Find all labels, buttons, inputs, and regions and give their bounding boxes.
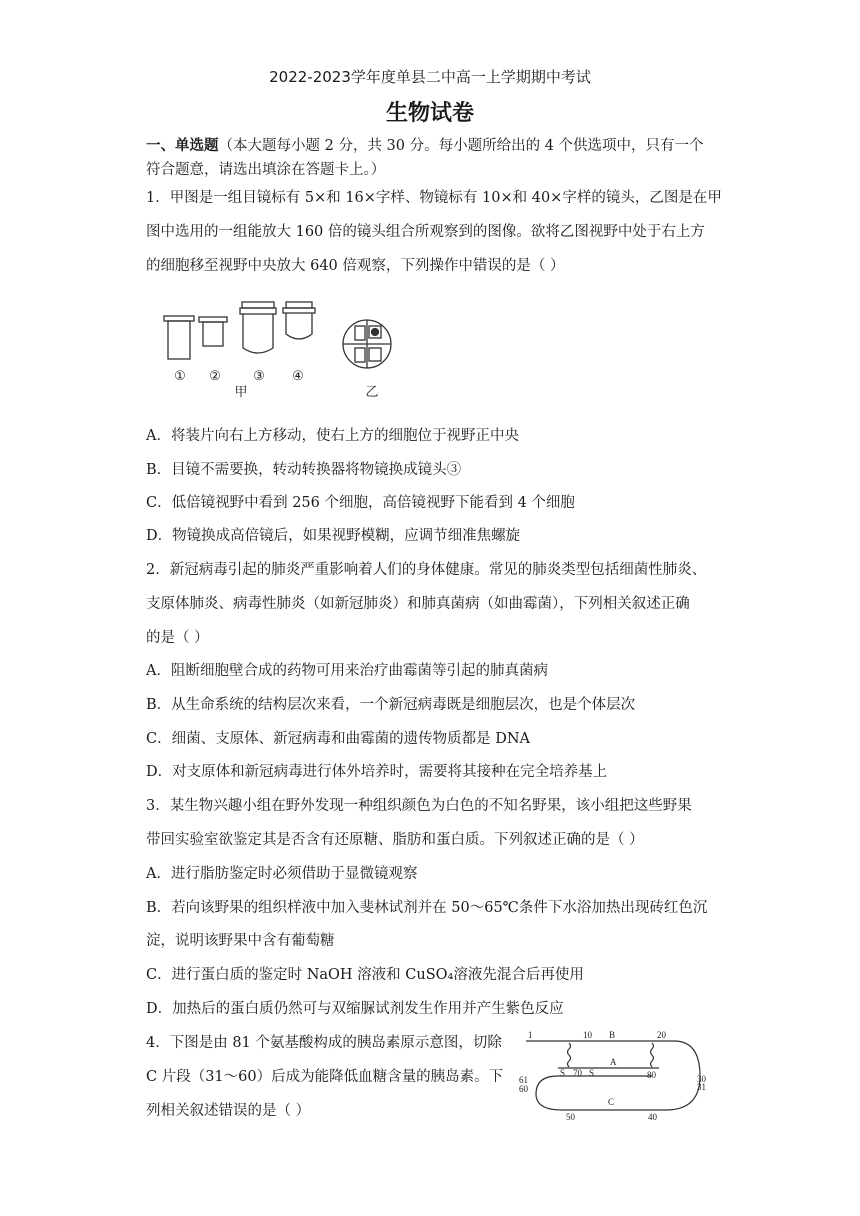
cell-nucleus	[372, 329, 379, 336]
chain-label-c: C	[608, 1097, 615, 1107]
q1-stem-line: 1．甲图是一组目镜标有 5×和 16×字样、物镜标有 10×和 40×字样的镜头，乙图是在甲	[146, 190, 722, 206]
residue-label: 80	[647, 1070, 656, 1080]
q3-option-b: B．若向该野果的组织样液中加入斐林试剂并在 50～65℃条件下水浴加热出现砖红色沉	[146, 900, 708, 916]
residue-label: 50	[566, 1112, 575, 1122]
q2-option-d: D．对支原体和新冠病毒进行体外培养时，需要将其接种在完全培养基上	[146, 764, 608, 780]
lens-4-ring	[283, 308, 315, 313]
disulfide-bond-2	[651, 1043, 654, 1067]
residue-label: 30	[697, 1074, 706, 1084]
q3-option-d: D．加热后的蛋白质仍然可与双缩脲试剂发生作用并产生紫色反应	[146, 1001, 564, 1017]
lens-1-body	[168, 321, 190, 359]
exam-subject: 生物试卷	[385, 101, 474, 126]
lens-label: ①	[174, 368, 186, 383]
lens-4-top	[286, 302, 312, 308]
figure-label-yi: 乙	[365, 384, 379, 399]
lens-label: ③	[253, 368, 265, 383]
sulfur-label: S	[589, 1068, 595, 1078]
q1-stem-line: 的细胞移至视野中央放大 640 倍观察，下列操作中错误的是（ ）	[146, 258, 565, 274]
q4-stem-line: 列相关叙述错误的是（ ）	[146, 1103, 311, 1119]
q1-option-d: D．物镜换成高倍镜后，如果视野模糊，应调节细准焦螺旋	[146, 528, 521, 544]
lens-2-body	[203, 322, 223, 346]
q4-proinsulin-figure	[514, 1026, 714, 1122]
residue-label: 10	[583, 1030, 592, 1040]
figure-label-jia: 甲	[234, 384, 248, 399]
q1-stem-line: 图中选用的一组能放大 160 倍的镜头组合所观察到的图像。欲将乙图视野中处于右上方	[146, 224, 705, 240]
q3-option-c: C．进行蛋白质的鉴定时 NaOH 溶液和 CuSO₄溶液先混合后再使用	[146, 967, 584, 983]
section-note: （本大题每小题 2 分，共 30 分。每小题所给出的 4 个供选项中，只有一个	[218, 138, 704, 154]
q1-option-b: B．目镜不需要换，转动转换器将物镜换成镜头③	[146, 462, 462, 478]
chain-label-a: A	[610, 1057, 617, 1067]
q3-stem-line: 带回实验室欲鉴定其是否含有还原糖、脂肪和蛋白质。下列叙述正确的是（ ）	[146, 832, 644, 848]
residue-label: 31	[697, 1082, 706, 1092]
lens-3-body	[243, 314, 273, 353]
sulfur-label: S	[560, 1068, 566, 1078]
section-note-line2: 符合题意，请选出填涂在答题卡上。）	[146, 162, 386, 178]
residue-label: 40	[648, 1112, 657, 1122]
residue-label: 70	[573, 1068, 582, 1078]
cell-bottom-left	[355, 348, 365, 362]
section-heading	[146, 134, 704, 155]
residue-label: 1	[528, 1030, 533, 1040]
q2-stem-line: 的是（ ）	[146, 630, 209, 646]
q3-stem-line: 3．某生物兴趣小组在野外发现一种组织颜色为白色的不知名野果，该小组把这些野果	[146, 798, 692, 814]
q1-option-a: A．将装片向右上方移动，使右上方的细胞位于视野正中央	[146, 428, 519, 444]
q3-option-b-cont: 淀，说明该野果中含有葡萄糖	[146, 933, 335, 949]
q2-option-c: C．细菌、支原体、新冠病毒和曲霉菌的遗传物质都是 DNA	[146, 731, 530, 747]
q4-stem-line: C 片段（31～60）后成为能降低血糖含量的胰岛素。下	[146, 1069, 504, 1085]
cell-top-left	[355, 326, 365, 340]
q1-option-c: C．低倍镜视野中看到 256 个细胞，高倍镜视野下能看到 4 个细胞	[146, 495, 575, 511]
q2-option-a: A．阻断细胞壁合成的药物可用来治疗曲霉菌等引起的肺真菌病	[146, 663, 548, 679]
q3-option-a: A．进行脂肪鉴定时必须借助于显微镜观察	[146, 866, 418, 882]
q1-microscope-figure	[155, 296, 425, 408]
lens-label: ②	[209, 368, 221, 383]
residue-label: 61	[519, 1075, 528, 1085]
q4-stem-line: 4．下图是由 81 个氨基酸构成的胰岛素原示意图，切除	[146, 1035, 502, 1051]
lens-1-cap	[164, 316, 194, 321]
section-title: 一、单选题	[146, 137, 219, 154]
exam-title: 2022-2023学年度单县二中高一上学期期中考试	[269, 68, 591, 86]
lens-3-ring	[240, 308, 276, 314]
cell-bottom-right	[369, 348, 381, 361]
q2-option-b: B．从生命系统的结构层次来看，一个新冠病毒既是细胞层次，也是个体层次	[146, 697, 636, 713]
lens-4-body	[286, 313, 312, 339]
q2-stem-line: 2．新冠病毒引起的肺炎严重影响着人们的身体健康。常见的肺炎类型包括细菌性肺炎、	[146, 562, 707, 578]
residue-label: 60	[519, 1084, 528, 1094]
residue-label: 20	[657, 1030, 666, 1040]
chain-label-b: B	[609, 1030, 616, 1040]
lens-label: ④	[292, 368, 304, 383]
lens-3-top	[242, 302, 274, 308]
lens-2-cap	[199, 317, 227, 322]
disulfide-bond-1	[568, 1043, 571, 1067]
q2-stem-line: 支原体肺炎、病毒性肺炎（如新冠肺炎）和肺真菌病（如曲霉菌），下列相关叙述正确	[146, 596, 690, 612]
